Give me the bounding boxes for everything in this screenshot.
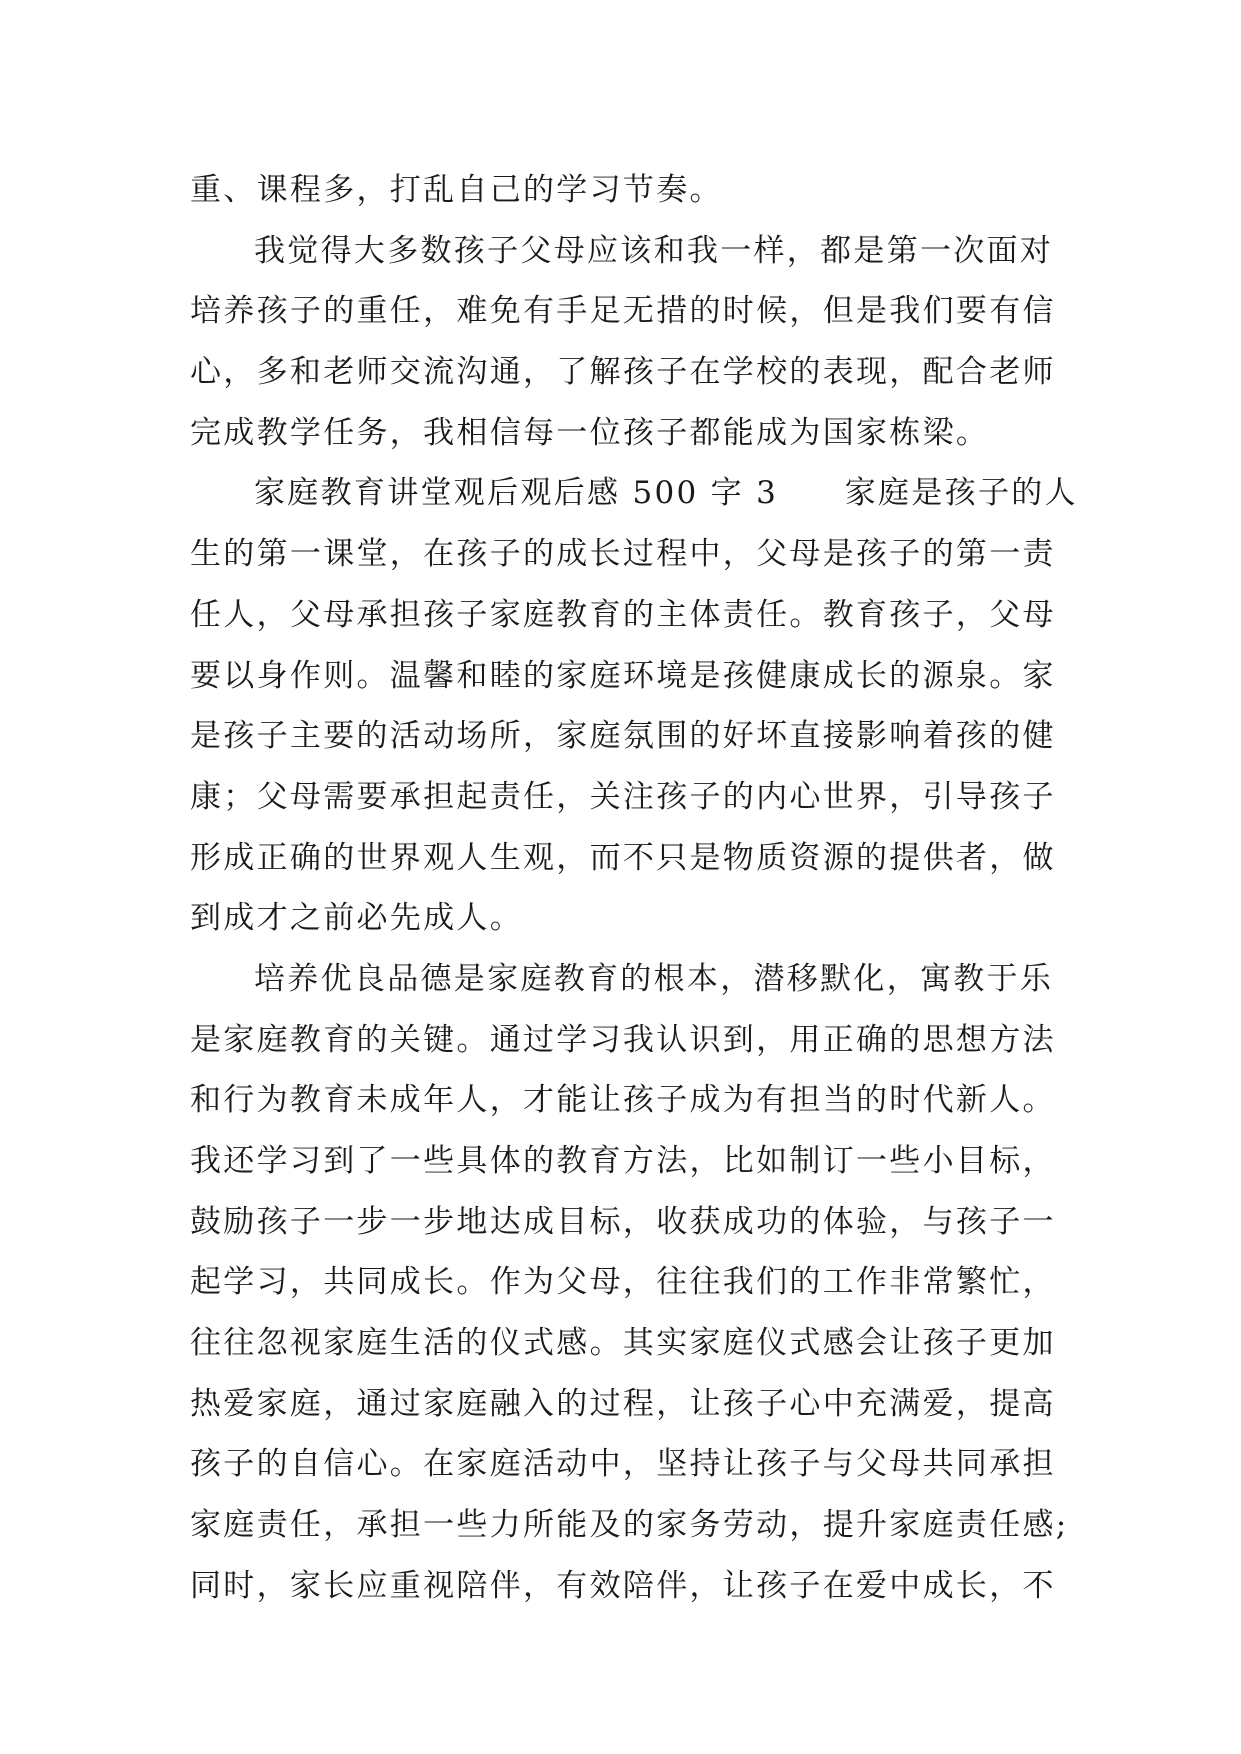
text-line: 心，多和老师交流沟通，了解孩子在学校的表现，配合老师 [190,354,1056,391]
text-line: 重、课程多，打乱自己的学习节奏。 [190,172,723,208]
paragraph-start-line: 培养优良品德是家庭教育的根本，潜移默化，寓教于乐 [254,960,1054,997]
text-line: 是家庭教育的关键。通过学习我认识到，用正确的思想方法 [190,1021,1056,1058]
text-line: 培养孩子的重任，难免有手足无措的时候，但是我们要有信 [190,293,1056,330]
text-line: 形成正确的世界观人生观，而不只是物质资源的提供者，做 [190,839,1056,876]
paragraph-start-line: 我觉得大多数孩子父母应该和我一样，都是第一次面对 [254,232,1054,269]
text-line: 热爱家庭，通过家庭融入的过程，让孩子心中充满爱，提高 [190,1385,1056,1422]
text-line: 完成教学任务，我相信每一位孩子都能成为国家栋梁。 [190,414,990,451]
text-line: 是孩子主要的活动场所，家庭氛围的好坏直接影响着孩的健 [190,718,1056,755]
text-line: 起学习，共同成长。作为父母，往往我们的工作非常繁忙， [190,1264,1056,1301]
text-line: 要以身作则。温馨和睦的家庭环境是孩健康成长的源泉。家 [190,657,1056,694]
text-line: 往往忽视家庭生活的仪式感。其实家庭仪式感会让孩子更加 [190,1325,1056,1362]
text-line: 鼓励孩子一步一步地达成目标，收获成功的体验，与孩子一 [190,1203,1056,1240]
text-line: 任人，父母承担孩子家庭教育的主体责任。教育孩子，父母 [190,596,1056,633]
text-line: 康；父母需要承担起责任，关注孩子的内心世界，引导孩子 [190,778,1056,815]
paragraph-start-line: 家庭教育讲堂观后观后感 500 字 3 家庭是孩子的人 [254,475,1078,512]
document-body [190,160,1078,1617]
text-line: 同时，家长应重视陪伴，有效陪伴，让孩子在爱中成长，不 [190,1567,1056,1604]
text-line: 家庭责任，承担一些力所能及的家务劳动，提升家庭责任感; [190,1507,1069,1544]
text-line: 到成才之前必先成人。 [190,900,523,937]
text-line: 孩子的自信心。在家庭活动中，坚持让孩子与父母共同承担 [190,1446,1056,1483]
text-line: 和行为教育未成年人，才能让孩子成为有担当的时代新人。 [190,1082,1056,1119]
text-line: 我还学习到了一些具体的教育方法，比如制订一些小目标， [190,1143,1056,1179]
text-line: 生的第一课堂，在孩子的成长过程中，父母是孩子的第一责 [190,536,1056,573]
